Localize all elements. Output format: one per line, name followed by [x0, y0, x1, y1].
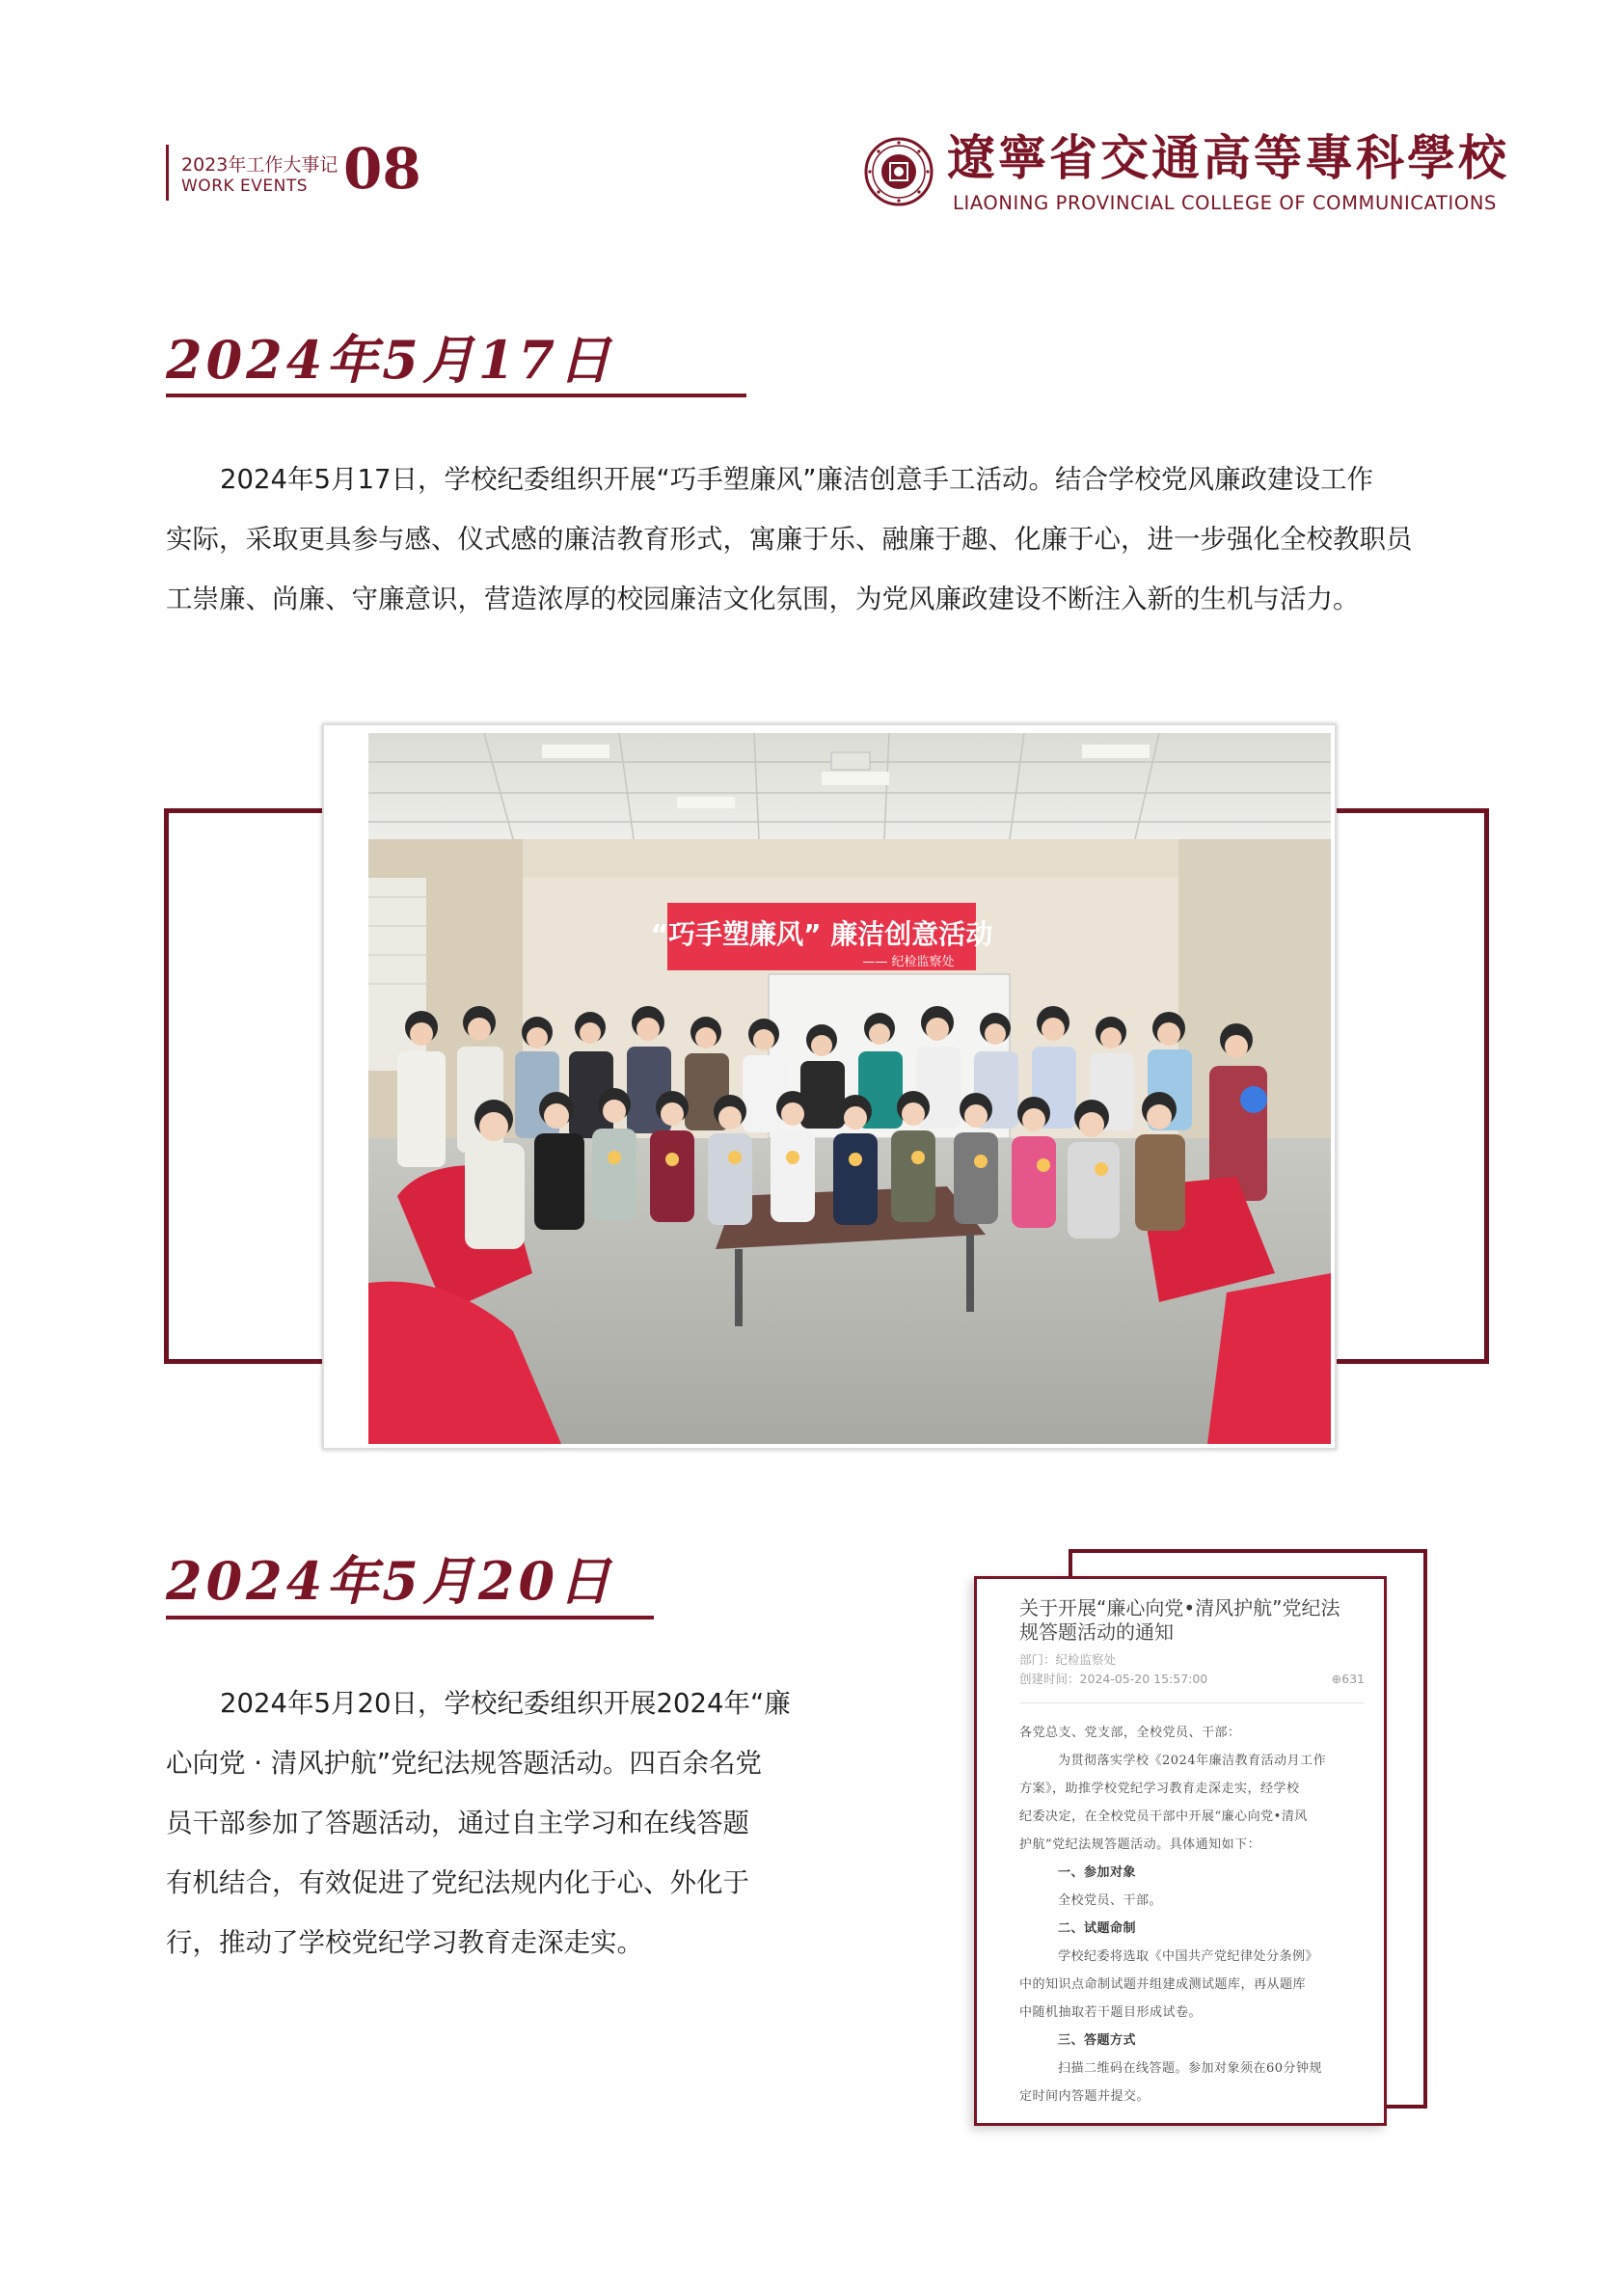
notice-body-line: 扫描二维码在线答题。参加对象须在60分钟规: [1058, 2061, 1323, 2076]
page-number: 08: [343, 136, 421, 202]
notice-section-heading: 一、参加对象: [1058, 1865, 1137, 1880]
notice-body-line: 中随机抽取若干题目形成试卷。: [1019, 2005, 1203, 2020]
section2-paragraph: [166, 1674, 841, 1973]
notice-document: [974, 1576, 1387, 2126]
notice-body: [1019, 1719, 1365, 2110]
notice-divider: [1019, 1702, 1365, 1703]
notice-meta: [1019, 1650, 1365, 1689]
section2-date: 2024年5月20日: [166, 1550, 615, 1612]
group-photo-illustration: [368, 733, 1331, 1444]
work-events-label-en: WORK EVENTS: [181, 177, 309, 196]
section1-underline: [166, 394, 746, 397]
notice-body-line: 中的知识点命制试题并组建成测试题库，再从题库: [1019, 1977, 1307, 1992]
section1-line: 实际，采取更具参与感、仪式感的廉洁教育形式，寓廉于乐、融廉于趣、化廉于心，进一步强化全校教职员: [166, 524, 1413, 555]
notice-created: 创建时间：2024-05-20 15:57:00: [1019, 1672, 1208, 1686]
section1-line: 2024年5月17日，学校纪委组织开展“巧手塑廉风”廉洁创意手工活动。结合学校党风廉政建设工作: [220, 464, 1373, 495]
work-events-label-cn: 2023年工作大事记: [181, 154, 338, 176]
school-seal-icon: [864, 137, 934, 206]
group-photo: [322, 723, 1337, 1450]
section2-line: 有机结合，有效促进了党纪法规内化于心、外化于: [166, 1867, 749, 1898]
notice-department: 部门：纪检监察处: [1019, 1652, 1117, 1667]
notice-views: ⊕631: [1331, 1672, 1365, 1686]
notice-body-line: 定时间内答题并提交。: [1019, 2089, 1150, 2104]
school-name-cn: 遼寧省交通高等專科學校: [947, 129, 1509, 186]
notice-body-line: 方案》，助推学校党纪学习教育走深走实，经学校: [1019, 1782, 1300, 1796]
section2-line: 心向党 · 清风护航”党纪法规答题活动。四百余名党: [166, 1748, 762, 1779]
notice-body-line: 学校纪委将选取《中国共产党纪律处分条例》: [1058, 1949, 1319, 1964]
notice-body-line: 为贯彻落实学校《2024年廉洁教育活动月工作: [1058, 1754, 1327, 1768]
banner-title: “巧手塑廉风” 廉洁创意活动: [650, 918, 993, 950]
section2-underline: [166, 1616, 654, 1619]
notice-body-line: 全校党员、干部。: [1058, 1893, 1163, 1908]
section1-line: 工崇廉、尚廉、守廉意识，营造浓厚的校园廉洁文化氛围，为党风廉政建设不断注入新的生机与活力。: [166, 584, 1360, 614]
section2-line: 行，推动了学校党纪学习教育走深走实。: [166, 1927, 643, 1958]
notice-title-line: 关于开展“廉心向党•清风护航”党纪法: [1019, 1596, 1340, 1619]
notice-body-line: 护航”党纪法规答题活动。具体通知如下：: [1019, 1837, 1261, 1852]
school-name-en: LIAONING PROVINCIAL COLLEGE OF COMMUNICATIONS: [953, 192, 1498, 214]
notice-title-line: 规答题活动的通知: [1019, 1620, 1174, 1644]
notice-body-line: 各党总支、党支部，全校党员、干部：: [1019, 1726, 1241, 1740]
header-accent-bar: [166, 145, 169, 201]
notice-title: [1019, 1596, 1365, 1645]
section1-date: 2024年5月17日: [166, 329, 615, 391]
banner-subtitle: —— 纪检监察处: [862, 955, 955, 969]
notice-section-heading: 三、答题方式: [1058, 2033, 1137, 2048]
notice-body-line: 纪委决定，在全校党员干部中开展“廉心向党•清风: [1019, 1810, 1308, 1824]
notice-section-heading: 二、试题命制: [1058, 1921, 1137, 1936]
section2-line: 员干部参加了答题活动，通过自主学习和在线答题: [166, 1808, 749, 1838]
section2-line: 2024年5月20日，学校纪委组织开展2024年“廉: [220, 1688, 791, 1719]
section1-paragraph: [166, 449, 1489, 629]
